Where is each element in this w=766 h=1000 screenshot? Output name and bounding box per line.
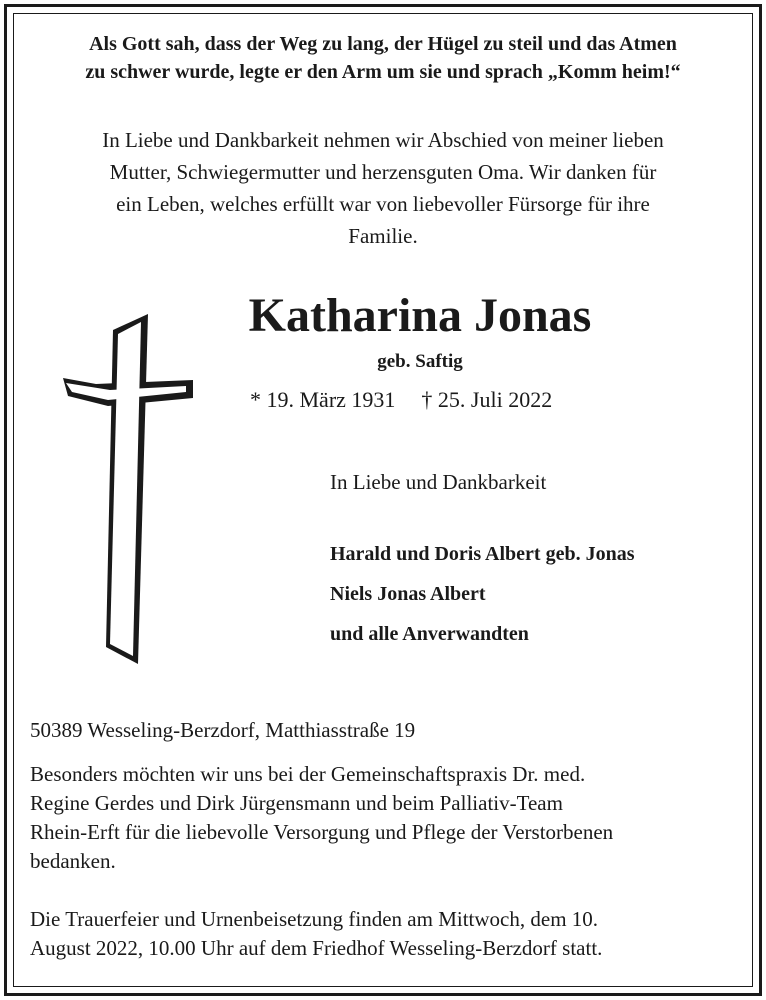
cross-icon xyxy=(38,300,208,665)
intro-line: In Liebe und Dankbarkeit nehmen wir Abschied von meiner lieben xyxy=(102,128,664,152)
mourners-list xyxy=(330,534,634,654)
service-paragraph xyxy=(30,905,746,963)
motto-line: Als Gott sah, dass der Weg zu lang, der Hügel zu steil und das Atmen xyxy=(89,33,677,55)
death-date: † 25. Juli 2022 xyxy=(421,387,553,412)
signoff-text: In Liebe und Dankbarkeit xyxy=(330,470,547,494)
mourner-entry: Harald und Doris Albert geb. Jonas xyxy=(330,543,635,565)
mourner-entry: und alle Anverwandten xyxy=(330,623,529,645)
birth-date: * 19. März 1931 xyxy=(250,387,396,412)
intro-line: Mutter, Schwiegermutter und herzensguten Oma. Wir danken für xyxy=(109,160,657,184)
thanks-line: Besonders möchten wir uns bei der Gemeinschaftspraxis Dr. med. xyxy=(30,762,586,786)
birth-name: geb. Saftig xyxy=(377,351,463,372)
thanks-line: bedanken. xyxy=(30,849,116,873)
service-line: Die Trauerfeier und Urnenbeisetzung finden am Mittwoch, dem 10. xyxy=(30,907,599,931)
intro-line: ein Leben, welches erfüllt war von liebevoller Fürsorge für ihre xyxy=(116,192,650,216)
service-line: August 2022, 10.00 Uhr auf dem Friedhof Wesseling-Berzdorf statt. xyxy=(30,936,603,960)
mourner-entry: Niels Jonas Albert xyxy=(330,583,486,605)
thanks-line: Rhein-Erft für die liebevolle Versorgung und Pflege der Verstorbenen xyxy=(30,820,614,844)
address: 50389 Wesseling-Berzdorf, Matthiasstraße 19 xyxy=(30,718,416,742)
deceased-name: Katharina Jonas xyxy=(248,289,592,342)
intro-line: Familie. xyxy=(348,224,418,248)
motto-verse xyxy=(20,30,746,86)
intro-text xyxy=(30,124,736,252)
thanks-line: Regine Gerdes und Dirk Jürgensmann und beim Palliativ-Team xyxy=(30,791,563,815)
motto-line: zu schwer wurde, legte er den Arm um sie und sprach „Komm heim!“ xyxy=(85,61,681,83)
thanks-paragraph xyxy=(30,760,746,876)
life-dates xyxy=(250,385,552,415)
